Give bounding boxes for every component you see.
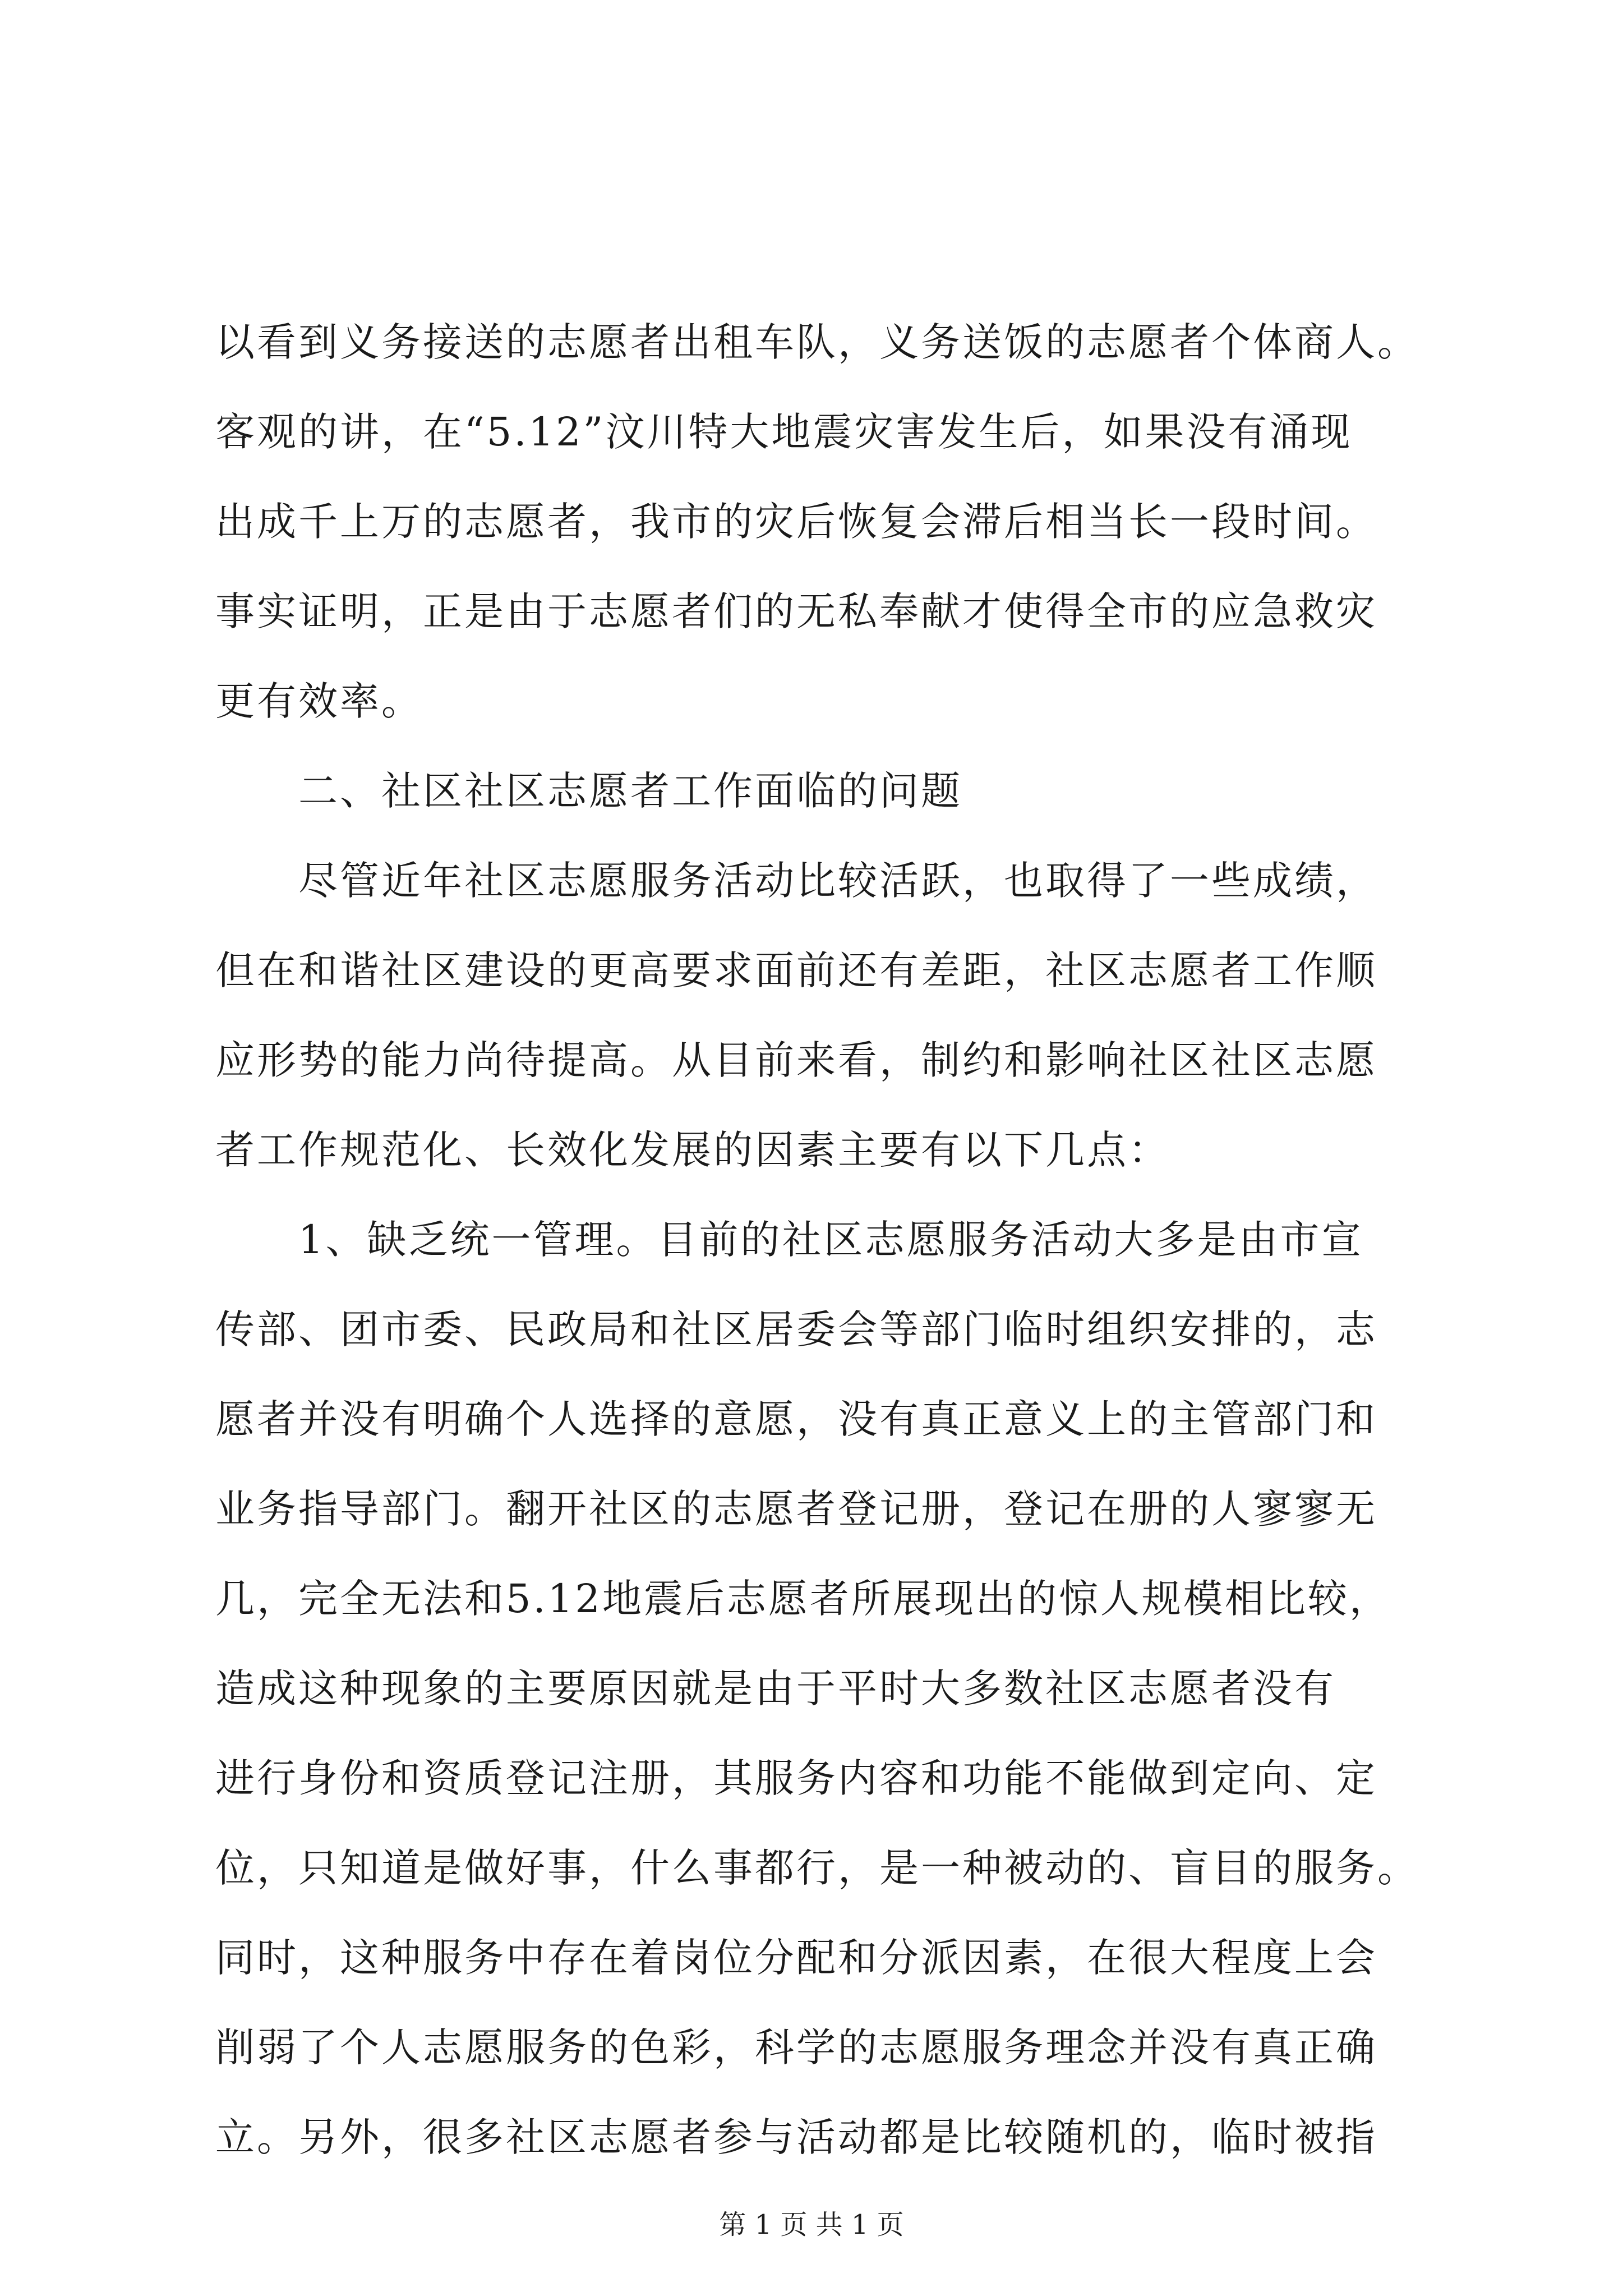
text-line: 同时，这种服务中存在着岗位分配和分派因素，在很大程度上会 [215,1935,1377,1981]
text-line: 1、缺乏统一管理。目前的社区志愿服务活动大多是由市宣 [298,1217,1363,1263]
section-heading: 二、社区社区志愿者工作面临的问题 [298,768,962,814]
text-line: 愿者并没有明确个人选择的意愿，没有真正意义上的主管部门和 [215,1396,1377,1442]
text-line: 业务指导部门。翻开社区的志愿者登记册，登记在册的人寥寥无 [215,1486,1377,1532]
text-line: 更有效率。 [215,678,423,724]
text-line: 位，只知道是做好事，什么事都行，是一种被动的、盲目的服务。 [215,1845,1419,1891]
text-line: 尽管近年社区志愿服务活动比较活跃，也取得了一些成绩， [298,858,1377,904]
text-line: 者工作规范化、长效化发展的因素主要有以下几点： [215,1127,1170,1173]
page-number: 第 1 页 共 1 页 [719,2209,904,2240]
text-line: 传部、团市委、民政局和社区居委会等部门临时组织安排的，志 [215,1306,1377,1352]
text-line: 应形势的能力尚待提高。从目前来看，制约和影响社区社区志愿 [215,1037,1377,1083]
text-line: 出成千上万的志愿者，我市的灾后恢复会滞后相当长一段时间。 [215,499,1377,545]
text-line: 造成这种现象的主要原因就是由于平时大多数社区志愿者没有 [215,1665,1336,1711]
text-line: 立。另外，很多社区志愿者参与活动都是比较随机的，临时被指 [215,2114,1377,2160]
text-line: 客观的讲，在“5.12”汶川特大地震灾害发生后，如果没有涌现 [215,409,1353,455]
text-line: 削弱了个人志愿服务的色彩，科学的志愿服务理念并没有真正确 [215,2024,1377,2070]
text-line: 事实证明，正是由于志愿者们的无私奉献才使得全市的应急救灾 [215,588,1377,634]
text-line: 几，完全无法和5.12地震后志愿者所展现出的惊人规模相比较， [215,1576,1391,1622]
text-line: 以看到义务接送的志愿者出租车队，义务送饭的志愿者个体商人。 [215,319,1419,365]
text-line: 进行身份和资质登记注册，其服务内容和功能不能做到定向、定 [215,1755,1377,1801]
text-line: 但在和谐社区建设的更高要求面前还有差距，社区志愿者工作顺 [215,947,1377,993]
